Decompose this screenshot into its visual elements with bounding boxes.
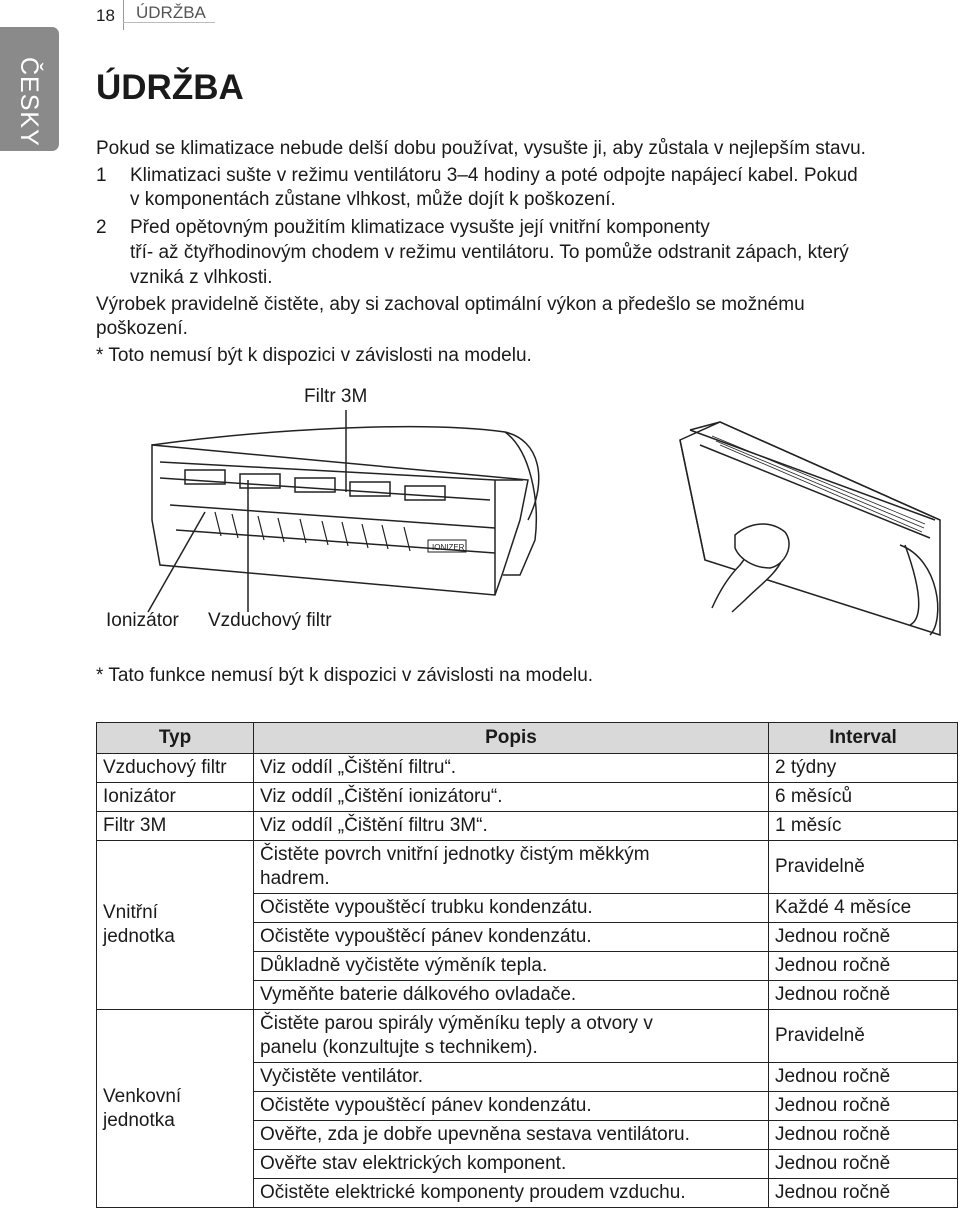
cell-description: Očistěte vypouštěcí pánev kondenzátu. [254, 1092, 769, 1121]
column-header-type: Typ [97, 723, 254, 754]
table-row [97, 841, 958, 894]
cell-type-line: Venkovní [103, 1085, 182, 1107]
step-text: Před opětovným použitím klimatizace vysušte její vnitřní komponenty [130, 217, 710, 238]
step-text: Klimatizaci sušte v režimu ventilátoru 3–4 hodiny a poté odpojte napájecí kabel. Pokud [130, 165, 858, 186]
table-row [97, 1010, 958, 1063]
cell-interval: Pravidelně [769, 1010, 958, 1063]
cell-interval: 2 týdny [769, 754, 958, 783]
page-title: ÚDRŽBA [96, 68, 244, 107]
cell-type: Ionizátor [97, 783, 254, 812]
column-header-interval: Interval [769, 723, 958, 754]
function-note: * Tato funkce nemusí být k dispozici v závislosti na modelu. [96, 665, 594, 686]
cell-description [254, 1010, 769, 1063]
running-head: ÚDRŽBA [136, 3, 206, 22]
cell-description: Důkladně vyčistěte výměník tepla. [254, 952, 769, 981]
cell-interval: Jednou ročně [769, 1179, 958, 1208]
cell-type-line: Vnitřní [103, 902, 158, 923]
step-text: v komponentách zůstane vlhkost, může dojít k poškození. [130, 189, 616, 210]
cell-description: Očistěte vypouštěcí trubku kondenzátu. [254, 894, 769, 923]
cell-description [254, 841, 769, 894]
maintenance-table [96, 722, 958, 1208]
cell-description: Vyměňte baterie dálkového ovladače. [254, 981, 769, 1010]
language-label: ČESKY [15, 57, 43, 147]
cleaning-text: poškození. [96, 318, 188, 339]
cell-description: Ověřte, zda je dobře upevněna sestava ventilátoru. [254, 1121, 769, 1150]
table-header-row [97, 723, 958, 754]
cell-description: Viz oddíl „Čištění filtru 3M“. [254, 812, 769, 841]
cell-description-line: panelu (konzultujte s technikem). [260, 1037, 538, 1058]
cell-interval: Jednou ročně [769, 1063, 958, 1092]
cell-description-line: Čistěte parou spirály výměníku teply a otvory v [260, 1013, 653, 1034]
cell-type-line: jednotka [103, 1109, 175, 1131]
cell-description: Ověřte stav elektrických komponent. [254, 1150, 769, 1179]
air-filter-label: Vzduchový filtr [208, 610, 332, 631]
ionizer-label: Ionizátor [106, 610, 179, 631]
cell-type-group [97, 1010, 254, 1208]
cell-description-line: hadrem. [260, 868, 330, 889]
table-row [97, 783, 958, 812]
cell-interval: Jednou ročně [769, 981, 958, 1010]
step-number: 1 [96, 165, 107, 186]
cell-description: Viz oddíl „Čištění ionizátoru“. [254, 783, 769, 812]
cell-interval: 6 měsíců [769, 783, 958, 812]
cell-interval: Jednou ročně [769, 1121, 958, 1150]
model-note: * Toto nemusí být k dispozici v závislosti na modelu. [96, 345, 532, 366]
cell-description-line: Čistěte povrch vnitřní jednotky čistým měkkým [260, 844, 650, 865]
cell-interval: Jednou ročně [769, 1092, 958, 1121]
cleaning-text: Výrobek pravidelně čistěte, aby si zachoval optimální výkon a předešlo se možnému [96, 294, 805, 315]
cell-interval: Pravidelně [769, 841, 958, 894]
cell-type-group [97, 841, 254, 1010]
cell-description: Očistěte elektrické komponenty proudem vzduchu. [254, 1179, 769, 1208]
cell-type-line: jednotka [103, 926, 175, 947]
table-row [97, 812, 958, 841]
cell-description: Očistěte vypouštěcí pánev kondenzátu. [254, 923, 769, 952]
step-number: 2 [96, 217, 107, 238]
column-header-description: Popis [254, 723, 769, 754]
cell-interval: Jednou ročně [769, 923, 958, 952]
page-number: 18 [96, 6, 115, 25]
cell-interval: Jednou ročně [769, 1150, 958, 1179]
ionizer-badge-text: IONIZER [432, 543, 465, 552]
cell-description: Viz oddíl „Čištění filtru“. [254, 754, 769, 783]
step-text: vzniká z vlhkosti. [130, 267, 273, 288]
step-text: tří- až čtyřhodinovým chodem v režimu ventilátoru. To pomůže odstranit zápach, který [130, 242, 849, 263]
cell-type: Filtr 3M [97, 812, 254, 841]
cell-type: Vzduchový filtr [97, 754, 254, 783]
intro-text: Pokud se klimatizace nebude delší dobu používat, vysušte ji, aby zůstala v nejlepším stavu. [96, 138, 866, 159]
cell-description: Vyčistěte ventilátor. [254, 1063, 769, 1092]
cell-interval: Každé 4 měsíce [769, 894, 958, 923]
cell-interval: 1 měsíc [769, 812, 958, 841]
cell-interval: Jednou ročně [769, 952, 958, 981]
table-row [97, 754, 958, 783]
filter-3m-label: Filtr 3M [304, 386, 368, 407]
